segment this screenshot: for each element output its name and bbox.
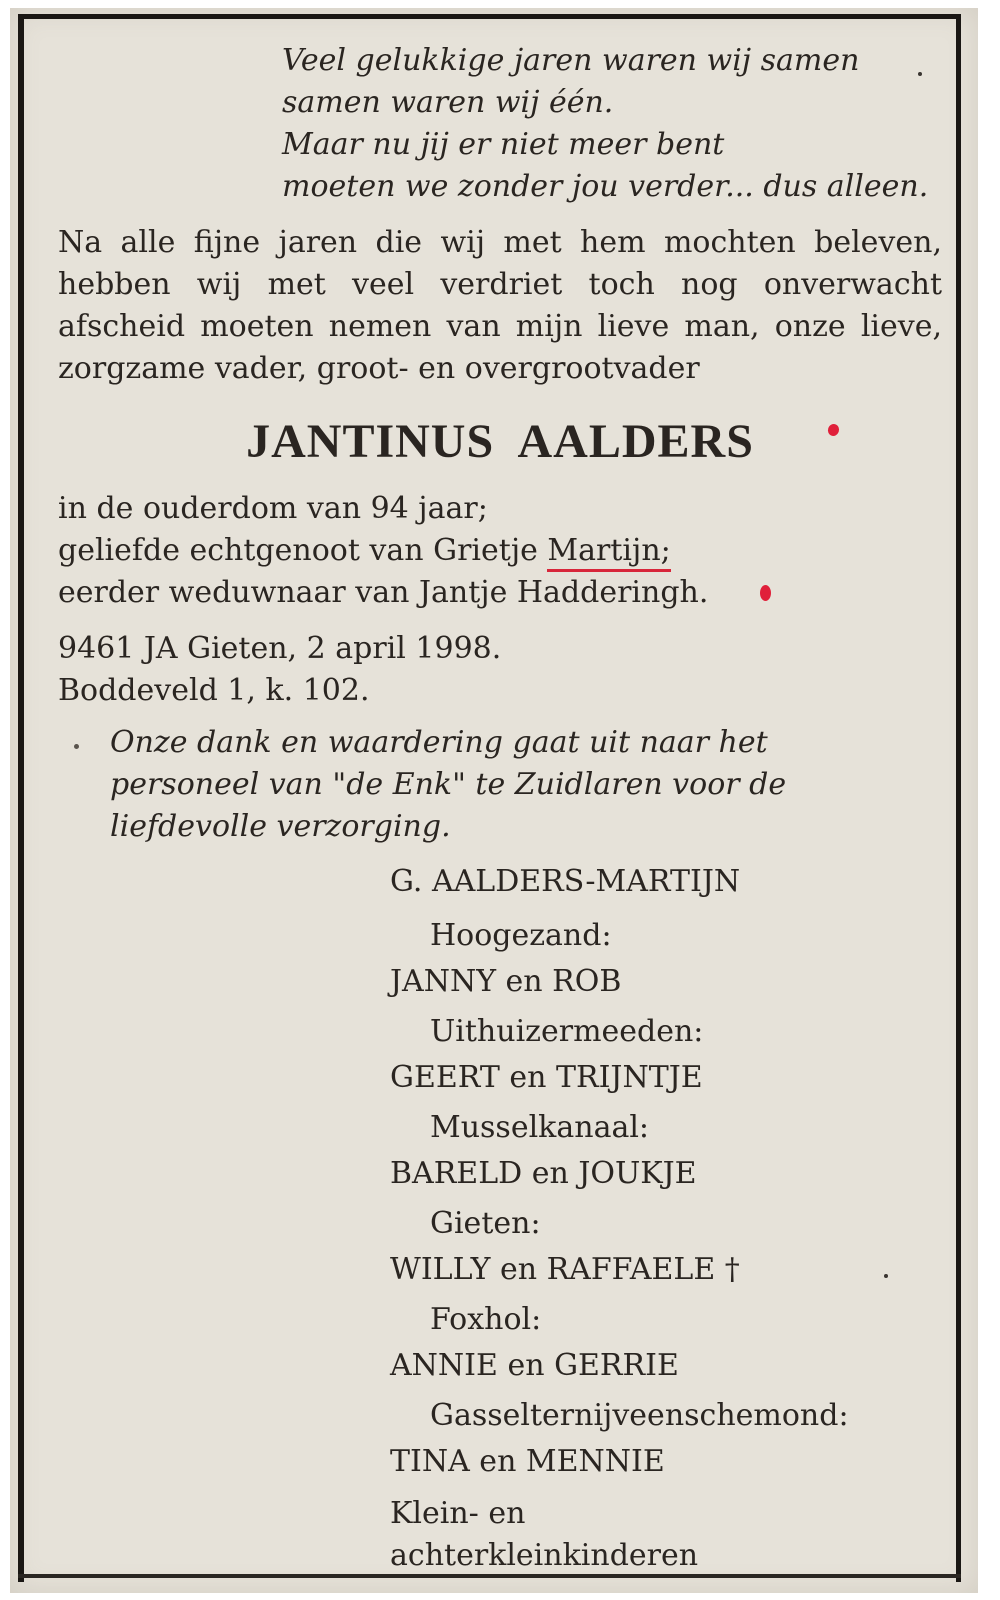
child-names: ANNIE en GERRIE (390, 1348, 679, 1383)
address-line-1: 9461 JA Gieten, 2 april 1998. (58, 631, 502, 666)
child-place: Foxhol: (430, 1302, 542, 1337)
poem-line: Veel gelukkige jaren waren wij samen (282, 43, 860, 78)
grandchildren-line-1: Klein- en (390, 1496, 526, 1531)
intro-line: hebben wij met veel verdriet toch nog onverwacht (58, 267, 942, 302)
spouse-prefix: geliefde echtgenoot van Grietje (58, 533, 548, 568)
child-names: WILLY en RAFFAELE † (390, 1252, 740, 1287)
child-names: TINA en MENNIE (390, 1444, 665, 1479)
bullet-dot (74, 744, 79, 749)
address-line-2: Boddeveld 1, k. 102. (58, 673, 370, 708)
intro-line: afscheid moeten nemen van mijn lieve man, onze lieve, (58, 309, 942, 344)
child-place: Hoogezand: (430, 918, 612, 953)
child-names: BARELD en JOUKJE (390, 1156, 697, 1191)
widow-name: G. AALDERS-MARTIJN (390, 864, 741, 899)
intro-line: Na alle fijne jaren die wij met hem mochten beleven, (58, 225, 942, 260)
poem (282, 40, 928, 208)
child-names: GEERT en TRIJNTJE (390, 1060, 703, 1095)
deceased-name (0, 414, 1000, 470)
border-top (18, 14, 961, 19)
red-marker-dot (760, 585, 771, 601)
widower-line: eerder weduwnaar van Jantje Hadderingh. (58, 575, 709, 610)
poem-line: Maar nu jij er niet meer bent (282, 127, 725, 162)
age-line: in de ouderdom van 94 jaar; (58, 491, 488, 526)
deceased-name-text: JANTINUS AALDERS (246, 415, 754, 468)
print-speck (884, 1274, 888, 1278)
spouse-surname: Martijn; (547, 533, 670, 572)
border-left (18, 16, 24, 1582)
announcement-intro (58, 222, 942, 390)
intro-line: zorgzame vader, groot- en overgrootvader (58, 351, 700, 386)
child-names: JANNY en ROB (390, 964, 622, 999)
thanks-line: personeel van "de Enk" te Zuidlaren voor de (110, 767, 787, 802)
child-place: Musselkanaal: (430, 1110, 650, 1145)
poem-line: samen waren wij één. (282, 85, 614, 120)
child-place: Gieten: (430, 1206, 541, 1241)
grandchildren-line-2: achterkleinkinderen (390, 1538, 699, 1573)
poem-line: moeten we zonder jou verder... dus alleen. (282, 169, 929, 204)
address (58, 628, 501, 712)
thanks-message (110, 722, 786, 848)
border-right (956, 16, 961, 1582)
child-place: Gasselternijveenschemond: (430, 1398, 849, 1433)
child-place: Uithuizermeeden: (430, 1014, 704, 1049)
family-list (390, 858, 849, 1574)
spouse-line (58, 530, 708, 572)
border-bottom (18, 1574, 961, 1578)
personal-details (58, 488, 708, 614)
thanks-line: Onze dank en waardering gaat uit naar het (110, 725, 768, 760)
print-speck (918, 72, 922, 76)
thanks-line: liefdevolle verzorging. (110, 809, 451, 844)
